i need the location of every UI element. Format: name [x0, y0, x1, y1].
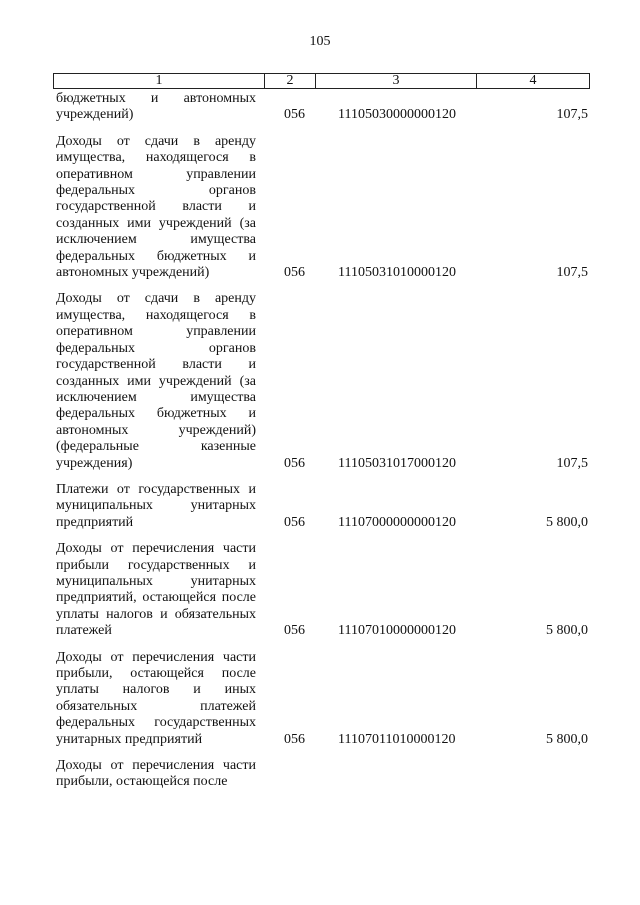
table-row	[0, 91, 640, 124]
table-body	[0, 91, 640, 801]
row-admin-code: 056	[284, 265, 305, 281]
table-row	[0, 134, 640, 282]
page-number: 105	[309, 34, 331, 49]
row-amount: 5 800,0	[546, 514, 588, 530]
column-header-2: 2	[265, 74, 316, 89]
row-admin-code: 056	[284, 107, 305, 123]
row-description: бюджетных и автономных учреждений)	[56, 91, 256, 123]
row-admin-code: 056	[284, 514, 305, 530]
row-description: Доходы от перечисления части прибыли государственных и муниципальных унитарных предприятий, остающейся после уплаты налогов и обязательных платежей	[56, 541, 256, 639]
row-budget-code: 11105031017000120	[338, 455, 456, 471]
row-budget-code: 11105031010000120	[338, 265, 456, 281]
row-description: Платежи от государственных и муниципальных унитарных предприятий	[56, 481, 256, 530]
row-description: Доходы от перечисления части прибыли, остающейся после	[56, 758, 256, 790]
table-row	[0, 541, 640, 639]
column-header-table	[53, 73, 590, 89]
column-header-3: 3	[316, 74, 477, 89]
row-amount: 5 800,0	[546, 623, 588, 639]
row-description: Доходы от сдачи в аренду имущества, находящегося в оперативном управлении федеральных органов государственной власти и созданных ими учреждений (за исключением имущества федеральных бюджетных и автономных учреждений) (федеральные казенные учреждения)	[56, 291, 256, 471]
column-header-row	[54, 74, 590, 89]
column-header-1: 1	[54, 74, 265, 89]
table-row	[0, 650, 640, 748]
row-budget-code: 11107000000000120	[338, 514, 456, 530]
table-row	[0, 291, 640, 471]
row-description: Доходы от сдачи в аренду имущества, находящегося в оперативном управлении федеральных органов государственной власти и созданных ими учреждений (за исключением имущества федеральных бюджетных и автономных учреждений)	[56, 133, 256, 281]
row-admin-code: 056	[284, 731, 305, 747]
table-row	[0, 482, 640, 531]
table-row	[0, 758, 640, 791]
row-budget-code: 11105030000000120	[338, 107, 456, 123]
row-budget-code: 11107011010000120	[338, 731, 456, 747]
row-amount: 107,5	[556, 455, 588, 471]
row-admin-code: 056	[284, 623, 305, 639]
row-amount: 107,5	[556, 107, 588, 123]
row-amount: 107,5	[556, 265, 588, 281]
row-admin-code: 056	[284, 455, 305, 471]
column-header-4: 4	[477, 74, 590, 89]
row-description: Доходы от перечисления части прибыли, остающейся после уплаты налогов и иных обязательных платежей федеральных государственных унитарных предприятий	[56, 649, 256, 747]
row-amount: 5 800,0	[546, 731, 588, 747]
row-budget-code: 11107010000000120	[338, 623, 456, 639]
